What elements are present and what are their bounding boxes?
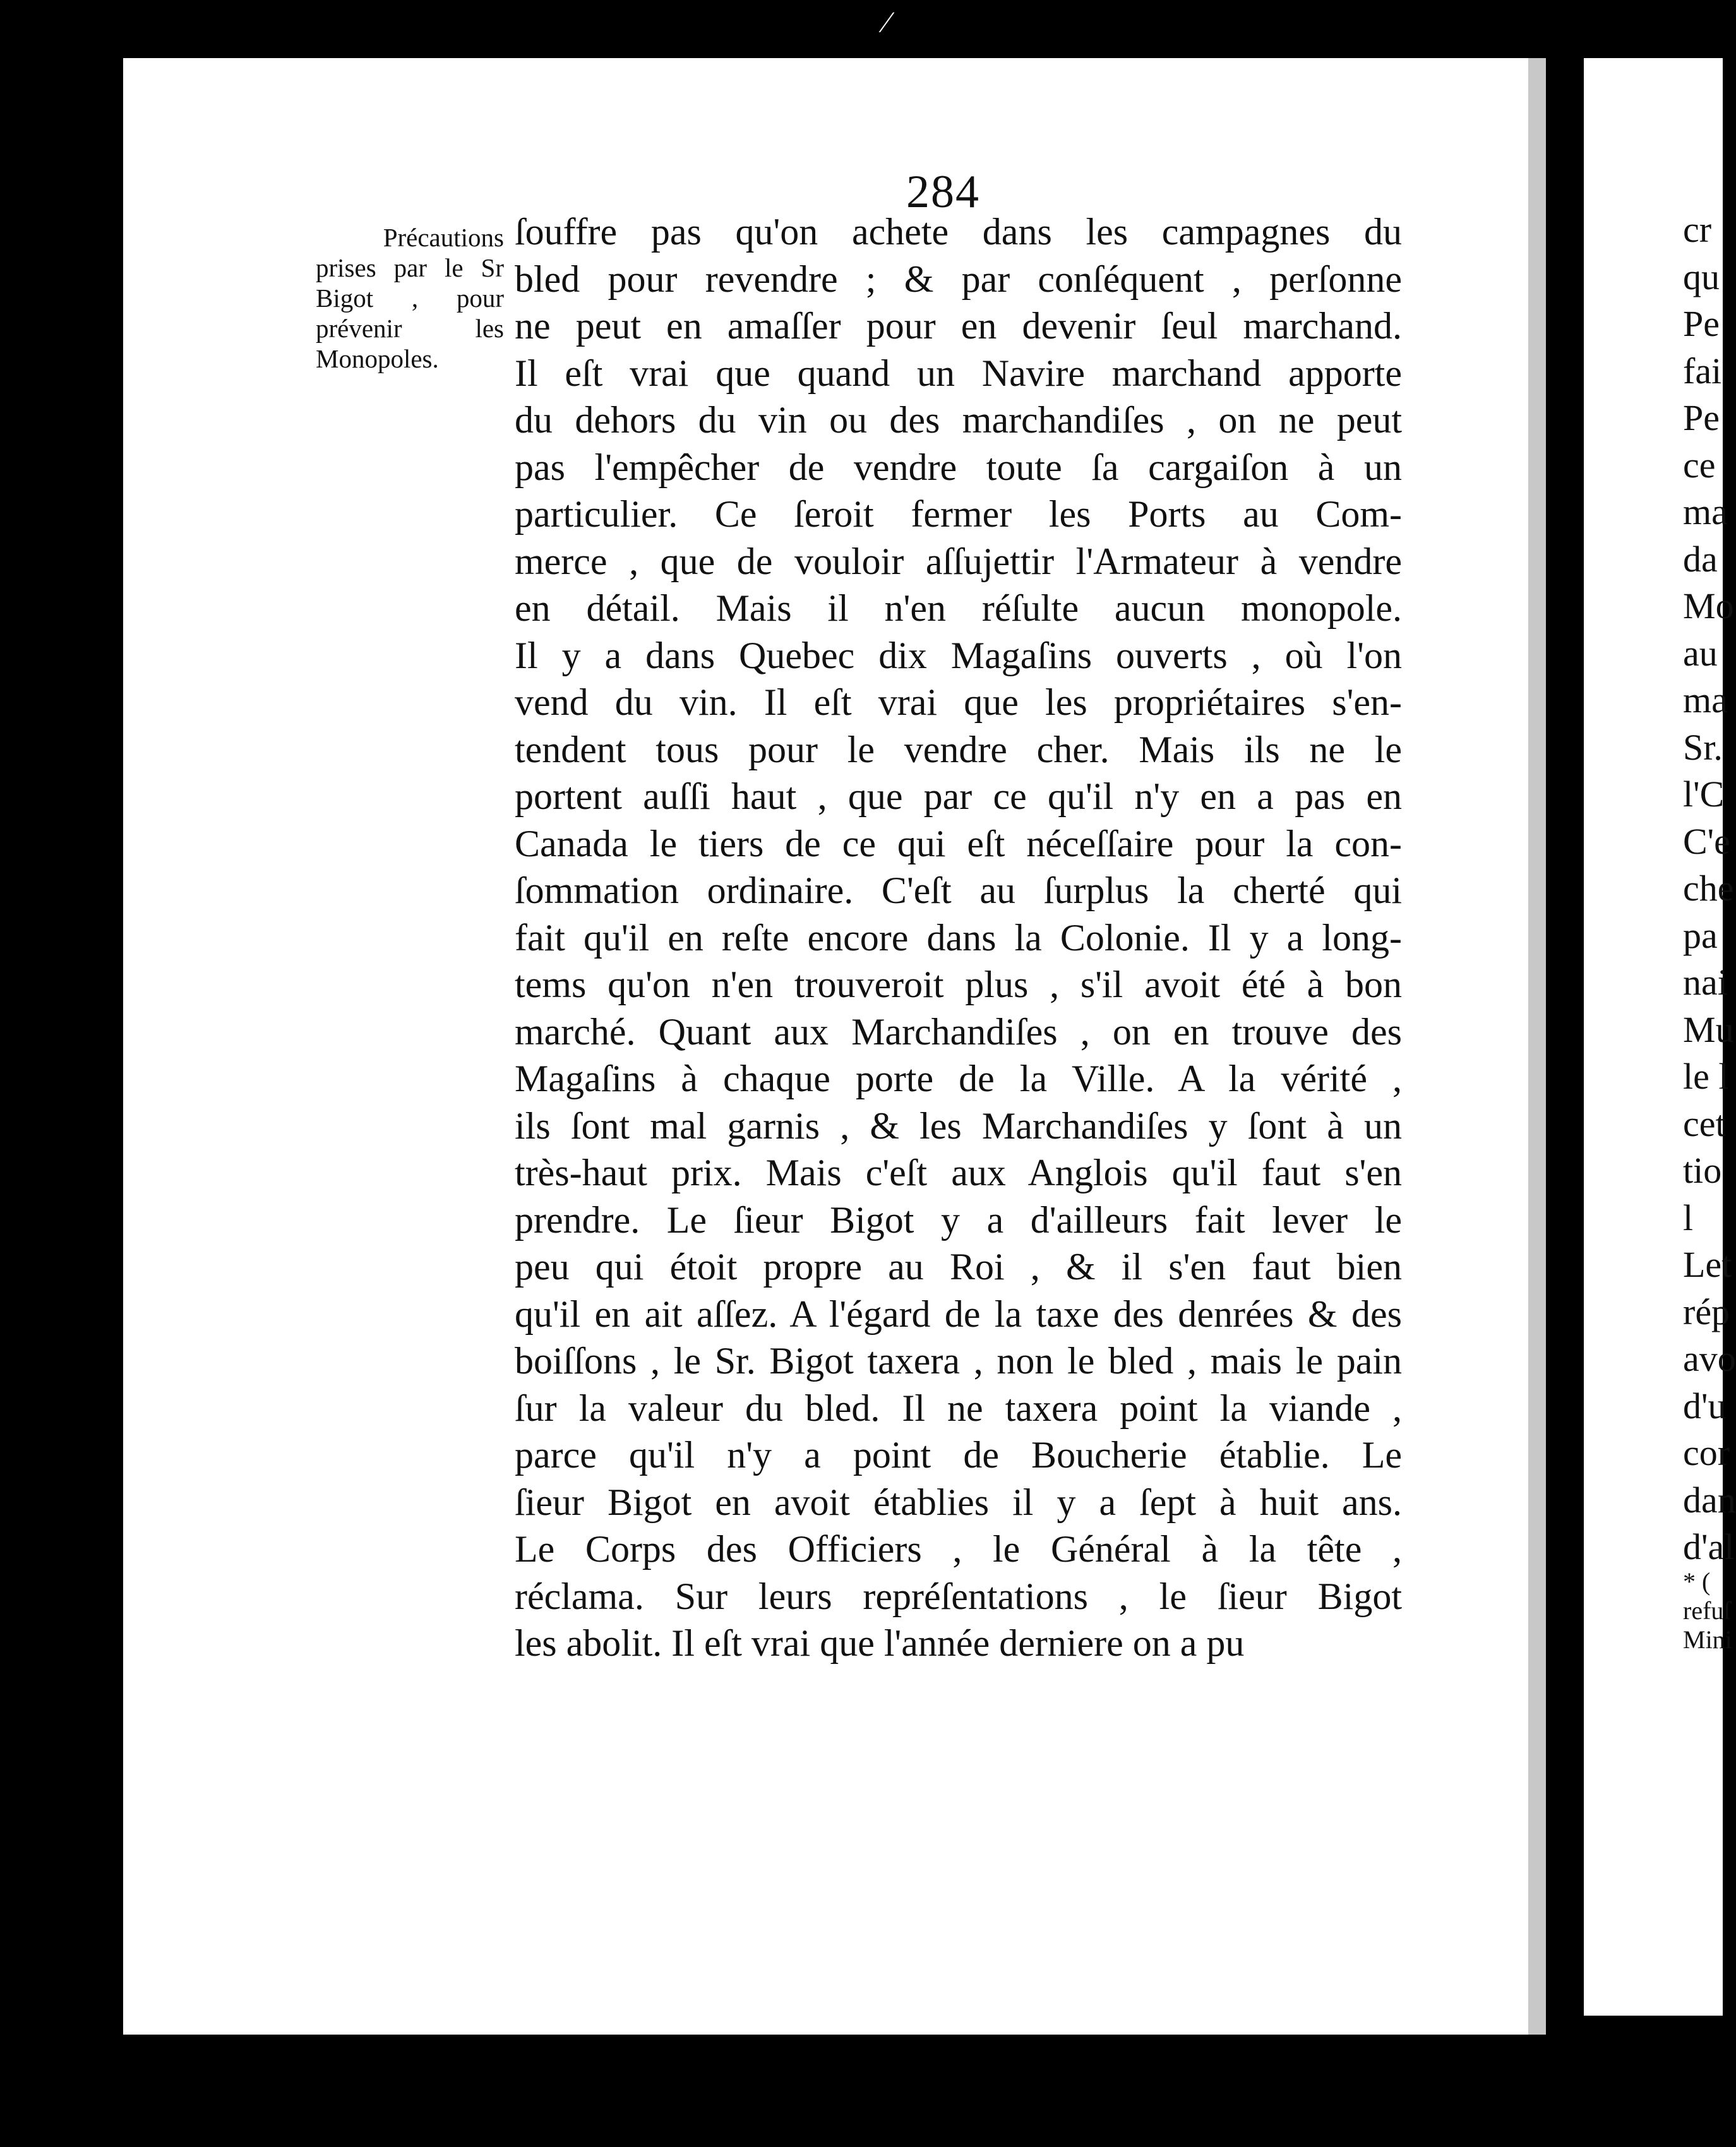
- facing-page-fragment: Pe: [1683, 303, 1720, 344]
- facing-page-fragment: ma: [1683, 491, 1728, 532]
- text-line: ſommation ordinaire. C'eſt au ſurplus la cherté qui: [515, 870, 1402, 911]
- facing-page-fragment: da: [1683, 538, 1718, 580]
- text-line: du dehors du vin ou des marchandiſes , on ne peut: [515, 399, 1402, 441]
- text-line: ſur la valeur du bled. Il ne taxera point la viande ,: [515, 1387, 1402, 1429]
- facing-page-fragment: qu: [1683, 256, 1720, 297]
- facing-page-fragment: cr: [1683, 209, 1712, 250]
- facing-page-fragment: fai: [1683, 350, 1722, 392]
- text-line: particulier. Ce ſeroit fermer les Ports au Com-: [515, 493, 1402, 535]
- facing-page-fragment: avo: [1683, 1338, 1736, 1379]
- text-line: les abolit. Il eſt vrai que l'année derniere on a pu: [515, 1622, 1245, 1664]
- facing-page-fragment: au: [1683, 632, 1718, 674]
- facing-page-fragment: ma: [1683, 679, 1728, 721]
- facing-page-fragment: d'u: [1683, 1385, 1727, 1426]
- facing-page-fragment: l'C: [1683, 774, 1725, 815]
- margin-note-line: Bigot , pour: [316, 284, 504, 313]
- text-line: Magaſins à chaque porte de la Ville. A la vérité ,: [515, 1058, 1402, 1099]
- text-line: tendent tous pour le vendre cher. Mais ils ne le: [515, 728, 1402, 770]
- text-line: Il eſt vrai que quand un Navire marchand apporte: [515, 352, 1402, 394]
- facing-page-fragment: Sr.: [1683, 726, 1723, 768]
- text-line: merce , que de vouloir aſſujettir l'Armateur à vendre: [515, 540, 1402, 582]
- text-line: tems qu'on n'en trouveroit plus , s'il avoit été à bon: [515, 964, 1402, 1005]
- facing-page-fragment: le l: [1683, 1056, 1729, 1097]
- facing-page-fragment: pa: [1683, 914, 1718, 956]
- facing-page-fragment: C'e: [1683, 820, 1730, 862]
- text-line: boiſſons , le Sr. Bigot taxera , non le bled , mais le pain: [515, 1340, 1402, 1382]
- text-line: ſouffre pas qu'on achete dans les campagnes du: [515, 211, 1402, 253]
- facing-page-fragment: che: [1683, 868, 1734, 909]
- page-gutter: [1528, 58, 1546, 2035]
- text-line: qu'il en ait aſſez. A l'égard de la taxe des denrées & des: [515, 1293, 1402, 1335]
- page-number: 284: [906, 166, 980, 218]
- text-line: ſieur Bigot en avoit établies il y a ſept à huit ans.: [515, 1481, 1402, 1523]
- text-line: portent auſſi haut , que par ce qu'il n'y en a pas en: [515, 775, 1402, 817]
- text-line: Canada le tiers de ce qui eſt néceſſaire pour la con-: [515, 822, 1402, 864]
- facing-page-fragment: Mo: [1683, 585, 1734, 626]
- body-text: [515, 208, 1402, 1667]
- facing-page-fragment: * (: [1683, 1567, 1711, 1596]
- facing-page-fragment: refuſ: [1683, 1596, 1731, 1625]
- facing-page-fragment: tio: [1683, 1150, 1722, 1191]
- text-line: marché. Quant aux Marchandiſes , on en trouve des: [515, 1010, 1402, 1053]
- margin-note-line: prises par le Sr: [316, 253, 504, 282]
- text-line: fait qu'il en reſte encore dans la Colonie. Il y a long-: [515, 916, 1402, 959]
- facing-page-fragment: l: [1683, 1197, 1694, 1238]
- margin-note-line: prévenir les: [316, 314, 504, 343]
- facing-page-fragment: Mu: [1683, 1008, 1734, 1050]
- margin-note: [316, 222, 504, 374]
- facing-page-fragment: cor: [1683, 1432, 1730, 1473]
- text-line: vend du vin. Il eſt vrai que les propriétaires s'en-: [515, 681, 1402, 723]
- facing-page-fragment: Let: [1683, 1244, 1732, 1285]
- text-line: pas l'empêcher de vendre toute ſa cargaiſon à un: [515, 446, 1402, 488]
- text-line: ils ſont mal garnis , & les Marchandiſes y ſont à un: [515, 1104, 1402, 1147]
- text-line: prendre. Le ſieur Bigot y a d'ailleurs fait lever le: [515, 1199, 1402, 1241]
- facing-page-fragment: nai: [1683, 962, 1728, 1003]
- text-line: bled pour revendre ; & par conſéquent , perſonne: [515, 258, 1402, 300]
- text-line: très-haut prix. Mais c'eſt aux Anglois qu'il faut s'en: [515, 1152, 1402, 1193]
- facing-page-fragment: Pe: [1683, 397, 1720, 438]
- text-line: Le Corps des Officiers , le Général à la tête ,: [515, 1528, 1402, 1570]
- text-line: réclama. Sur leurs repréſentations , le ſieur Bigot: [515, 1575, 1402, 1617]
- text-line: parce qu'il n'y a point de Boucherie établie. Le: [515, 1434, 1402, 1476]
- facing-page-fragment: dan: [1683, 1479, 1736, 1521]
- text-line: Il y a dans Quebec dix Magaſins ouverts , où l'on: [515, 634, 1402, 676]
- facing-page-fragment: ce: [1683, 444, 1716, 486]
- text-line: en détail. Mais il n'en réſulte aucun monopole.: [515, 587, 1402, 629]
- facing-page-fragment: d'al: [1683, 1526, 1735, 1567]
- text-line: peu qui étoit propre au Roi , & il s'en faut bien: [515, 1246, 1402, 1288]
- margin-note-line: Précautions: [383, 223, 504, 252]
- facing-page-fragment: rép: [1683, 1291, 1730, 1332]
- scan-mark: ∕: [884, 6, 890, 39]
- margin-note-line: Monopoles.: [316, 344, 439, 373]
- facing-page-fragment: cet: [1683, 1103, 1726, 1144]
- book-spine: [1546, 58, 1584, 2035]
- facing-page-fragment: Mini: [1683, 1625, 1732, 1654]
- text-line: ne peut en amaſſer pour en devenir ſeul marchand.: [515, 305, 1402, 347]
